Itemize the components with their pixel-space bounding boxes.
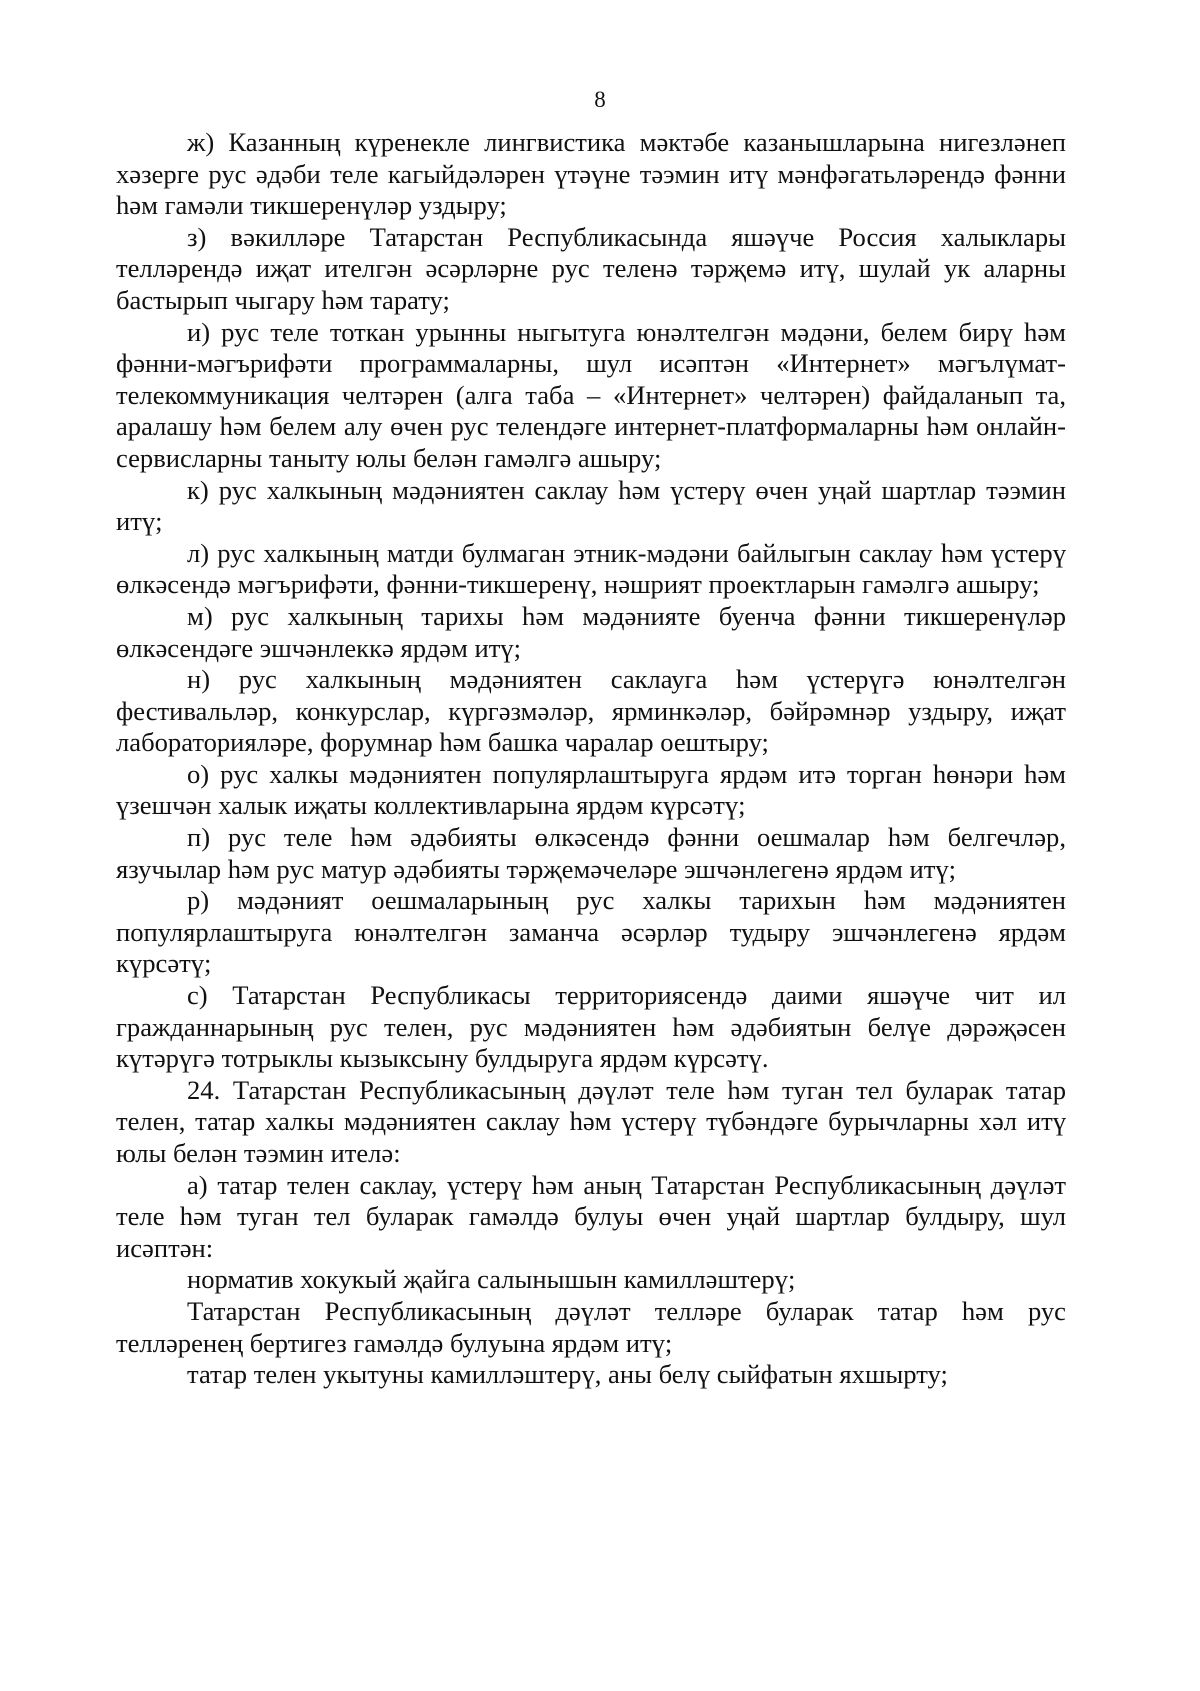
paragraph-p: п) рус теле һәм әдәбияты өлкәсендә фәнни оешмалар һәм белгечләр, язучылар һәм рус матур әдәбияты тәрҗемәчеләре эшчәнлегенә ярдәм итү; xyxy=(116,822,1066,884)
paragraph-i: и) рус теле тоткан урынны ныгытуга юнәлтелгән мәдәни, белем бирү һәм фәнни-мәгърифәти программаларны, шул исәптән «Интернет» мәгълүмат-телекоммуникация челтәрен (алга таба – «Интернет» челтәрен) файдаланып та, аралашу һәм белем алу өчен рус телендәге интернет-платформаларны һәм онлайн-сервисларны таныту юлы белән гамәлгә ашыру; xyxy=(116,316,1066,473)
paragraph-section-24: 24. Татарстан Республикасының дәүләт теле һәм туган тел буларак татар телен, татар халкы мәдәниятен саклау һәм үстерү түбәндәге бурычларны хәл итү юлы белән тәэмин ителә: xyxy=(116,1074,1066,1168)
page-number: 8 xyxy=(594,87,606,112)
paragraph-z: з) вәкилләре Татарстан Республикасында яшәүче Россия халыклары телләрендә иҗат ителгән әсәрләрне рус теленә тәрҗемә итү, шулай ук аларны бастырып чыгару һәм тарату; xyxy=(116,221,1066,315)
paragraph-list-item-2: Татарстан Республикасының дәүләт телләре буларак татар һәм рус телләренең бертигез гамәлдә булуына ярдәм итү; xyxy=(116,1295,1066,1358)
paragraph-n: н) рус халкының мәдәниятен саклауга һәм үстерүгә юнәлтелгән фестивальләр, конкурслар, күргәзмәләр, ярминкәләр, бәйрәмнәр уздыру, иҗат лабораторияләре, форумнар һәм башка чаралар оештыру; xyxy=(116,664,1066,758)
paragraph-m: м) рус халкының тарихы һәм мәдәнияте буенча фәнни тикшеренүләр өлкәсендәге эшчәнлеккә ярдәм итү; xyxy=(116,600,1066,663)
paragraph-list-item-3: татар телен укытуны камилләштерү, аны белү сыйфатын яхшырту; xyxy=(187,1359,948,1390)
document-body xyxy=(116,127,1066,1391)
paragraph-s: с) Татарстан Республикасы территориясендә даими яшәүче чит ил гражданнарының рус телен, рус мәдәниятен һәм әдәбиятын белүе дәрәҗәсен күтәрүгә тотрыклы кызыксыну булдыруга ярдәм күрсәтү. xyxy=(116,980,1066,1074)
paragraph-o: о) рус халкы мәдәниятен популярлаштыруга ярдәм итә торган һөнәри һәм үзешчән халык иҗаты коллективларына ярдәм күрсәтү; xyxy=(116,758,1066,821)
paragraph-k: к) рус халкының мәдәниятен саклау һәм үстерү өчен уңай шартлар тәэмин итү; xyxy=(116,474,1066,537)
paragraph-a: а) татар телен саклау, үстерү һәм аның Татарстан Республикасының дәүләт теле һәм туган тел буларак гамәлдә булуы өчен уңай шартлар булдыру, шул исәптән: xyxy=(116,1169,1066,1263)
paragraph-l: л) рус халкының матди булмаган этник-мәдәни байлыгын саклау һәм үстерү өлкәсендә мәгърифәти, фәнни-тикшеренү, нәшрият проектларын гамәлгә ашыру; xyxy=(116,537,1066,600)
paragraph-list-item-1: норматив хокукый җайга салынышын камилләштерү; xyxy=(187,1264,796,1295)
paragraph-zh: ж) Казанның күренекле лингвистика мәктәбе казанышларына нигезләнеп хәзерге рус әдәби теле кагыйдәләрен үтәүне тәэмин итү мәнфәгатьләрендә фәнни һәм гамәли тикшеренүләр уздыру; xyxy=(116,127,1066,221)
paragraph-r: р) мәдәният оешмаларының рус халкы тарихын һәм мәдәниятен популярлаштыруга юнәлтелгән заманча әсәрләр тудыру эшчәнлегенә ярдәм күрсәтү; xyxy=(116,885,1066,979)
